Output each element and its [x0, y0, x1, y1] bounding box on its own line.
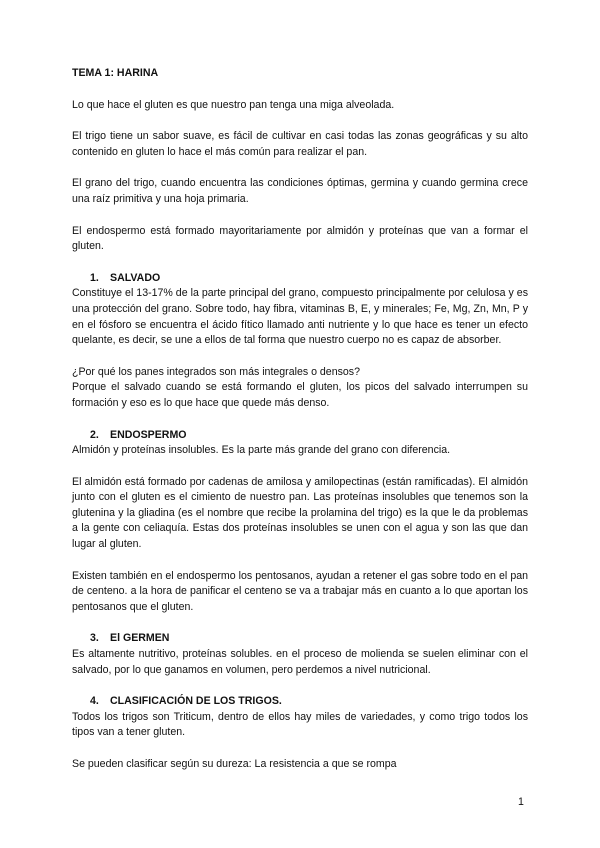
intro-paragraph-4: El endospermo está formado mayoritariamente por almidón y proteínas que van a formar el gluten. [72, 224, 528, 253]
document-page [72, 66, 528, 789]
section-paragraph: Existen también en el endospermo los pentosanos, ayudan a retener el gas sobre todo en el pan de centeno. a la hora de panificar el centeno se va a trabajar más en cuanto a lo que aportan los pentosanos que el gluten. [72, 569, 528, 613]
intro-paragraph-2: El trigo tiene un sabor suave, es fácil de cultivar en casi todas las zonas geográficas y su alto contenido en gluten lo hace el más común para realizar el pan. [72, 130, 528, 158]
section-paragraph: Almidón y proteínas insolubles. Es la parte más grande del grano con diferencia. [72, 444, 451, 457]
section-number: 1. [90, 271, 99, 284]
intro-paragraph-3: El grano del trigo, cuando encuentra las condiciones óptimas, germina y cuando germina crece una raíz primitiva y una hoja primaria. [72, 177, 528, 205]
section-paragraph: Es altamente nutritivo, proteínas solubles. en el proceso de molienda se suelen eliminar con el salvado, por lo que ganamos en volumen, pero perdemos a nivel nutricional. [72, 648, 528, 676]
document-title: TEMA 1: HARINA [72, 67, 159, 79]
section-title: El GERMEN [110, 632, 170, 645]
section-paragraph: Todos los trigos son Triticum, dentro de ellos hay miles de variedades, y como trigo todos los tipos van a tener gluten. [72, 710, 528, 739]
section-heading-germen [72, 631, 528, 647]
section-paragraph: Constituye el 13-17% de la parte principal del grano, compuesto principalmente por celulosa y es una protección del grano. Sobre todo, hay fibra, vitaminas B, E, y minerales; Fe, Mg, Zn, Mn, P y en el fósforo se encuentra el ácido fítico llamado anti nutriente y lo que hace es tener un efecto quelante, es decir, se une a ellos de tal forma que nuestro cuerpo no es capaz de absorber. [72, 287, 528, 347]
section-heading-salvado [72, 271, 528, 287]
page-number: 1 [518, 796, 524, 808]
section-paragraph: El almidón está formado por cadenas de amilosa y amilopectinas (están ramificadas). El almidón junto con el gluten es el cimiento de nuestro pan. Las proteínas insolubles que tenemos son la glutenina y la gliadina (es el nombre que recibe la prolamina del trigo) es la que le da problemas a la gente con celiaquía. Estas dos proteínas insolubles se unen con el agua y son las que dan lugar al gluten. [72, 475, 528, 551]
section-heading-clasificacion [72, 694, 528, 710]
section-paragraph: Se pueden clasificar según su dureza: La resistencia a que se rompa [72, 758, 397, 770]
section-title: SALVADO [110, 271, 161, 284]
section-number: 2. [90, 428, 99, 441]
section-heading-endospermo [72, 428, 528, 444]
section-title: CLASIFICACIÓN DE LOS TRIGOS. [110, 695, 282, 708]
section-number: 3. [90, 632, 99, 645]
intro-paragraph-1: Lo que hace el gluten es que nuestro pan tenga una miga alveolada. [72, 98, 395, 111]
section-title: ENDOSPERMO [110, 428, 187, 441]
section-paragraph: ¿Por qué los panes integrados son más integrales o densos? Porque el salvado cuando se está formando el gluten, los picos del salvado interrumpen su formación y eso es lo que hace que quede más denso. [72, 365, 528, 409]
section-number: 4. [90, 695, 99, 708]
